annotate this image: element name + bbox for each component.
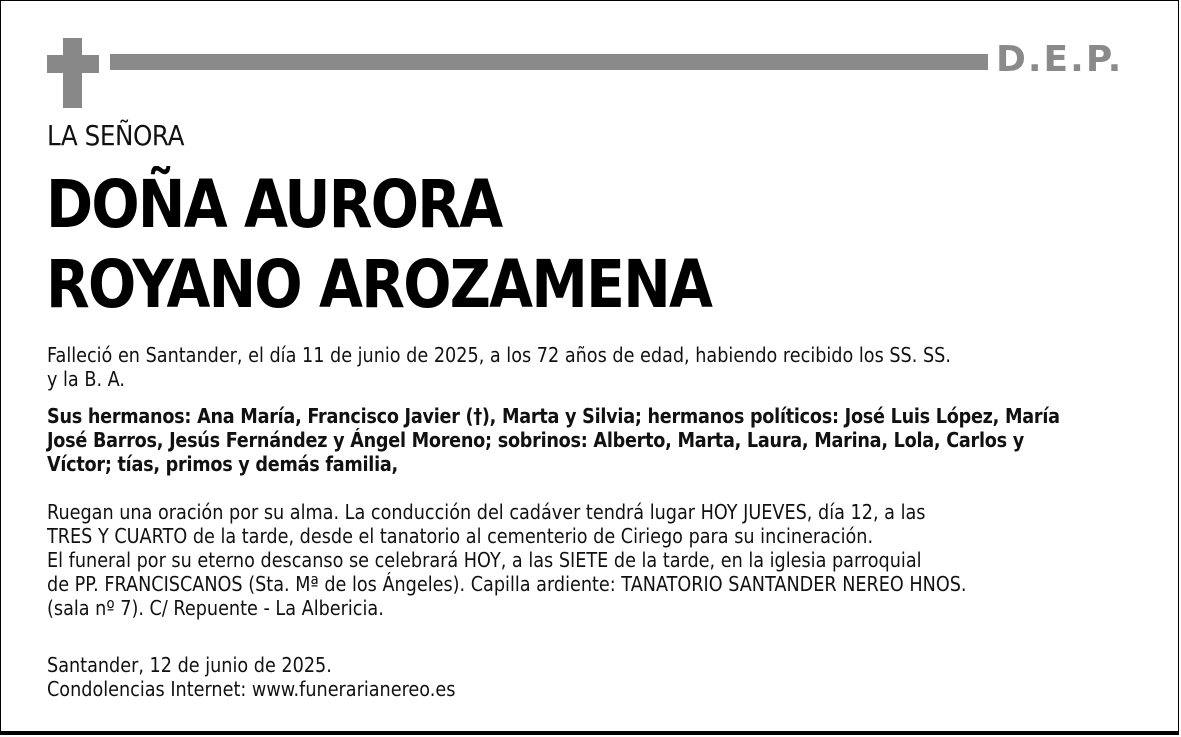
ceremony-line: Ruegan una oración por su alma. La conducción del cadáver tendrá lugar HOY JUEVES, día 12, a las	[47, 500, 926, 524]
family-line: José Barros, Jesús Fernández y Ángel Moreno; sobrinos: Alberto, Marta, Laura, Marina, Lola, Carlos y	[47, 428, 1024, 452]
family-line: Sus hermanos: Ana María, Francisco Javier (†), Marta y Silvia; hermanos políticos: José Luis López, María	[47, 404, 1060, 428]
deceased-name-line2: ROYANO AROZAMENA	[46, 246, 712, 323]
header-rule	[110, 54, 988, 70]
footer-date: Santander, 12 de junio de 2025.	[47, 653, 332, 677]
death-notice-paragraph	[47, 343, 951, 391]
family-line: Víctor; tías, primos y demás familia,	[47, 452, 398, 476]
death-notice-line: y la B. A.	[47, 367, 126, 391]
dep-label: D.E.P.	[996, 39, 1124, 80]
footer	[47, 653, 455, 701]
ceremony-line: TRES Y CUARTO de la tarde, desde el tanatorio al cementerio de Ciriego para su incineración.	[47, 524, 874, 548]
family-paragraph	[47, 404, 1060, 476]
footer-condolences: Condolencias Internet: www.funerarianereo.es	[47, 677, 456, 701]
ceremony-paragraph	[47, 500, 967, 620]
death-notice-line: Falleció en Santander, el día 11 de junio de 2025, a los 72 años de edad, habiendo recibido los SS. SS.	[47, 343, 951, 367]
cross-icon	[47, 38, 99, 108]
honorific: LA SEÑORA	[47, 119, 185, 152]
ceremony-line: El funeral por su eterno descanso se celebrará HOY, a las SIETE de la tarde, en la iglesia parroquial	[47, 548, 922, 572]
ceremony-line: (sala nº 7). C/ Repuente - La Albericia.	[47, 596, 384, 620]
ceremony-line: de PP. FRANCISCANOS (Sta. Mª de los Ángeles). Capilla ardiente: TANATORIO SANTANDER NEREO HNOS.	[47, 572, 967, 596]
deceased-name-line1: DOÑA AURORA	[46, 166, 502, 243]
